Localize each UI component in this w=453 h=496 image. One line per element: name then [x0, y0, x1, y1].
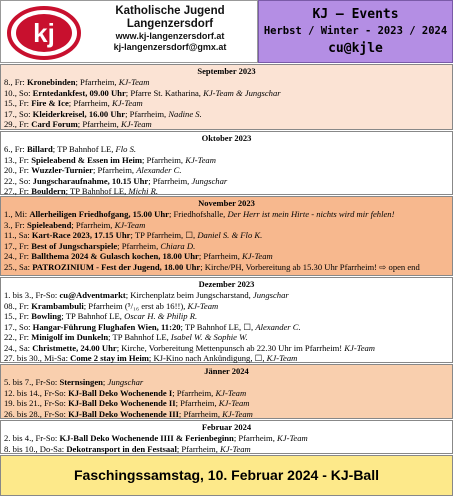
- event-title: Best of Jungscharspiele: [31, 240, 118, 251]
- event-date: 12. bis 14., Fr-So:: [4, 387, 66, 398]
- event-row: [1, 88, 452, 99]
- website-link[interactable]: www.kj-langenzersdorf.at: [115, 31, 225, 41]
- event-details: ; Pfarre St. Katharina,: [125, 87, 204, 98]
- event-title: KJ-Ball Deko Wochenende IIII & Ferienbeginn: [59, 433, 234, 443]
- organization-box: [0, 0, 258, 63]
- event-date: 08., Fr:: [4, 300, 30, 311]
- event-row: [1, 176, 452, 187]
- event-organizer: Nadine S.: [168, 108, 202, 119]
- event-details: ; Pfarrheim,: [117, 240, 161, 251]
- event-organizer: KJ-Team: [111, 98, 143, 108]
- event-date: 15., Fr:: [4, 311, 30, 321]
- event-row: [1, 433, 452, 444]
- event-date: 22., So:: [4, 175, 31, 186]
- event-organizer: Jungschar: [252, 290, 289, 300]
- event-title: Come 2 stay im Heim: [70, 353, 149, 363]
- event-organizer: KJ-Team: [222, 408, 253, 419]
- event-details: ; Pfarrheim,: [176, 443, 221, 454]
- event-organizer: KJ-Team: [220, 443, 251, 454]
- section-title: November 2023: [198, 198, 255, 208]
- event-details: ;: [102, 377, 108, 387]
- event-date: 27. bis 30., Mi-Sa:: [4, 353, 68, 363]
- events-title-box: [258, 0, 453, 63]
- event-details: ; TP Bahnhof LE,: [52, 144, 116, 154]
- event-organizer: KJ-Team: [215, 387, 247, 398]
- event-title: Bouldern: [31, 186, 66, 196]
- events-season: Herbst / Winter - 2023 / 2024: [263, 25, 448, 37]
- event-title: Krambambuli: [31, 300, 84, 311]
- event-organizer: KJ-Team: [344, 342, 376, 353]
- event-details: ; TP Bahnhof LE,: [65, 186, 129, 196]
- email-link[interactable]: kj-langenzersdorf@gmx.at: [113, 42, 227, 52]
- event-row: [1, 409, 452, 420]
- event-organizer: KJ-Team: [120, 119, 152, 129]
- event-date: 2. bis 4., Fr-So:: [4, 433, 58, 443]
- event-date: 25., Sa:: [4, 261, 31, 272]
- section-title: Dezember 2023: [198, 279, 255, 289]
- event-organizer: KJ-Team: [266, 353, 298, 363]
- event-date: 8. bis 10., Do-Sa:: [4, 443, 65, 454]
- event-row: [1, 230, 452, 241]
- event-organizer: Isabel W. & Sophie W.: [170, 332, 248, 342]
- event-organizer: KJ-Team: [114, 219, 146, 230]
- event-organizer: KJ-Team: [185, 154, 216, 165]
- event-title: Card Forum: [31, 119, 78, 129]
- event-row: [1, 77, 452, 88]
- event-row: [1, 109, 452, 120]
- event-date: 1. bis 3., Fr-So:: [4, 290, 58, 300]
- event-title: cu@Adventmarkt: [59, 290, 126, 300]
- event-date: 3., Fr:: [4, 219, 25, 230]
- event-details: ; Pfarrheim,: [71, 219, 115, 230]
- event-organizer: KJ-Team: [187, 300, 219, 311]
- event-date: 17., So:: [4, 321, 31, 332]
- event-organizer: Daniel S. & Flo K.: [197, 230, 263, 240]
- event-title: Erntedankfest, 09.00 Uhr: [32, 87, 126, 98]
- event-organizer: Jungschar: [107, 377, 144, 387]
- section-title: Jänner 2024: [204, 366, 249, 376]
- event-date: 10., So:: [4, 87, 31, 98]
- svg-text:kj: kj: [33, 18, 55, 48]
- event-details: ; Pfarrheim,: [148, 175, 192, 186]
- section-november: [0, 196, 453, 276]
- event-date: 22., Fr:: [4, 332, 30, 342]
- event-title: Kleiderkreisel, 16.00 Uhr: [32, 108, 126, 119]
- event-title: Bowling: [31, 311, 62, 321]
- event-row: [1, 377, 452, 388]
- event-title: Wuzzler-Turnier: [31, 165, 93, 175]
- event-title: KJ-Ball Deko Wochenende I: [68, 387, 173, 398]
- event-row: [1, 144, 452, 155]
- event-details: ; Pfarrheim,: [178, 408, 223, 419]
- event-date: 5. bis 7., Fr-So:: [4, 377, 58, 387]
- event-date: 6., Fr:: [4, 144, 25, 154]
- event-organizer: KJ-Team: [242, 251, 273, 261]
- event-organizer: Alexander C.: [136, 165, 182, 175]
- event-row: [1, 241, 452, 252]
- event-row: [1, 332, 452, 343]
- event-details: ; Pfarrheim,: [175, 398, 219, 408]
- event-date: 19. bis 21., Fr-So:: [4, 398, 66, 408]
- events-handle: cu@kjle: [328, 41, 383, 56]
- event-row: [1, 186, 452, 197]
- event-row: [1, 343, 452, 354]
- event-row: [1, 98, 452, 109]
- section-september: [0, 64, 453, 130]
- event-row: [1, 353, 452, 364]
- event-date: 17., So:: [4, 108, 31, 119]
- event-details: ; TP Bahnhof LE,: [108, 332, 171, 342]
- event-organizer: Oscar H. & Philip R.: [124, 311, 198, 321]
- event-organizer: Jungschar: [191, 175, 228, 186]
- event-details: ; Pfarrheim,: [233, 433, 278, 443]
- section-title: September 2023: [197, 66, 256, 76]
- event-title: Billard: [26, 144, 53, 154]
- event-details: ; Pfarrheim,: [198, 251, 243, 261]
- event-row: [1, 311, 452, 322]
- event-row: [1, 322, 452, 333]
- event-title: Kart-Race 2023, 17.15 Uhr: [31, 230, 131, 240]
- event-row: [1, 220, 452, 231]
- event-details: ; Friedhofshalle,: [168, 209, 228, 219]
- event-row: [1, 301, 452, 312]
- event-details: ; KJ-Kino nach Ankündigung, ☐,: [148, 353, 267, 363]
- event-row: [1, 444, 452, 455]
- event-row: [1, 290, 452, 301]
- event-title: Ballthema 2024 & Gulasch kochen, 18.00 Uhr: [31, 251, 199, 261]
- header: [0, 0, 453, 63]
- event-details: ; TP Pfarrheim, ☐,: [130, 230, 198, 240]
- event-title: Spieleabend: [26, 219, 72, 230]
- event-row: [1, 398, 452, 409]
- event-organizer: Der Herr ist mein Hirte - nichts wird mir fehlen!: [227, 209, 395, 219]
- events-title: KJ – Events: [312, 7, 399, 22]
- event-row: [1, 262, 452, 273]
- event-title: Spieleabend & Essen im Heim: [31, 154, 143, 165]
- event-row: [1, 209, 452, 220]
- event-date: 24., Fr:: [4, 251, 30, 261]
- event-organizer: KJ-Team: [218, 398, 250, 408]
- kj-logo-icon: [7, 6, 81, 60]
- event-title: Hangar-Führung Flughafen Wien, 11:20: [32, 321, 181, 332]
- event-date: 17., Fr:: [4, 240, 30, 251]
- org-name: Katholische Jugend: [115, 5, 225, 17]
- event-organizer: Michi R.: [128, 186, 158, 196]
- event-title: PATROZINIUM - Fest der Jugend, 18.00 Uhr: [32, 261, 201, 272]
- event-date: 29., Fr:: [4, 119, 30, 129]
- event-row: [1, 119, 452, 130]
- event-details: ; Kirche/PH, Vorbereitung ab 15.30 Uhr Pfarrheim! ⇨ open end: [200, 261, 420, 272]
- event-date: 24., Sa:: [4, 342, 31, 353]
- event-title: KJ-Ball Deko Wochenende III: [68, 408, 179, 419]
- event-row: [1, 155, 452, 166]
- event-date: 27., Fr:: [4, 186, 30, 196]
- section-jaenner: [0, 364, 453, 419]
- event-title: Dekotransport in den Festsaal: [66, 443, 177, 454]
- event-details: ; Pfarrheim,: [125, 108, 169, 119]
- event-title: Jungscharaufnahme, 10.15 Uhr: [32, 175, 149, 186]
- org-place: Langenzersdorf: [126, 18, 214, 30]
- event-date: 15., Fr:: [4, 98, 30, 108]
- event-details: ; Pfarrheim,: [92, 165, 137, 175]
- section-dezember: [0, 277, 453, 363]
- event-details: ; TP Bahnhof LE, ☐,: [180, 321, 256, 332]
- event-details: ; TP Bahnhof LE,: [61, 311, 125, 321]
- event-date: 8., Fr:: [4, 77, 25, 87]
- section-februar: [0, 420, 453, 454]
- event-details: ; Pfarrheim,: [77, 119, 121, 129]
- event-organizer: Alexander C.: [255, 321, 301, 332]
- organization-info: [85, 5, 255, 53]
- ball-banner: Faschingssamstag, 10. Februar 2024 - KJ-Ball: [0, 455, 453, 496]
- event-details: ; Pfarrheim,: [142, 154, 186, 165]
- section-oktober: [0, 131, 453, 195]
- event-organizer: Chiara D.: [160, 240, 196, 251]
- event-details: ; Pfarrheim,: [172, 387, 216, 398]
- event-organizer: KJ-Team: [277, 433, 308, 443]
- event-title: Allerheiligen Friedhofgang, 15.00 Uhr: [29, 209, 169, 219]
- event-organizer: KJ-Team: [118, 77, 150, 87]
- event-row: [1, 388, 452, 399]
- event-details: ; Kirchenplatz beim Jungscharstand,: [125, 290, 253, 300]
- section-title: Oktober 2023: [201, 133, 252, 143]
- event-row: [1, 165, 452, 176]
- event-title: Kronebinden: [26, 77, 76, 87]
- event-details: ; Pfarrheim,: [68, 98, 112, 108]
- event-title: Sternsingen: [59, 377, 103, 387]
- event-title: KJ-Ball Deko Wochenende II: [68, 398, 176, 408]
- event-organizer: KJ-Team & Jungschar: [203, 87, 281, 98]
- event-title: Fire & Ice: [31, 98, 69, 108]
- event-date: 26. bis 28., Fr-So:: [4, 408, 66, 419]
- event-details: ; Pfarrheim,: [75, 77, 119, 87]
- event-date: 1., Mi:: [4, 209, 28, 219]
- event-title: Christmette, 24.00 Uhr: [32, 342, 117, 353]
- event-details: ; Kirche, Vorbereitung Mettenpunsch ab 22.30 Uhr im Pfarrheim!: [116, 342, 345, 353]
- event-date: 20., Fr:: [4, 165, 30, 175]
- event-details: ; Pfarrheim (⁵/₁₆ erst ab 16!!),: [83, 300, 188, 311]
- event-date: 11., Sa:: [4, 230, 30, 240]
- event-row: [1, 251, 452, 262]
- event-date: 13., Fr:: [4, 154, 30, 165]
- event-title: Minigolf im Dunkeln: [31, 332, 109, 342]
- event-organizer: Flo S.: [115, 144, 137, 154]
- section-title: Februar 2024: [201, 422, 252, 432]
